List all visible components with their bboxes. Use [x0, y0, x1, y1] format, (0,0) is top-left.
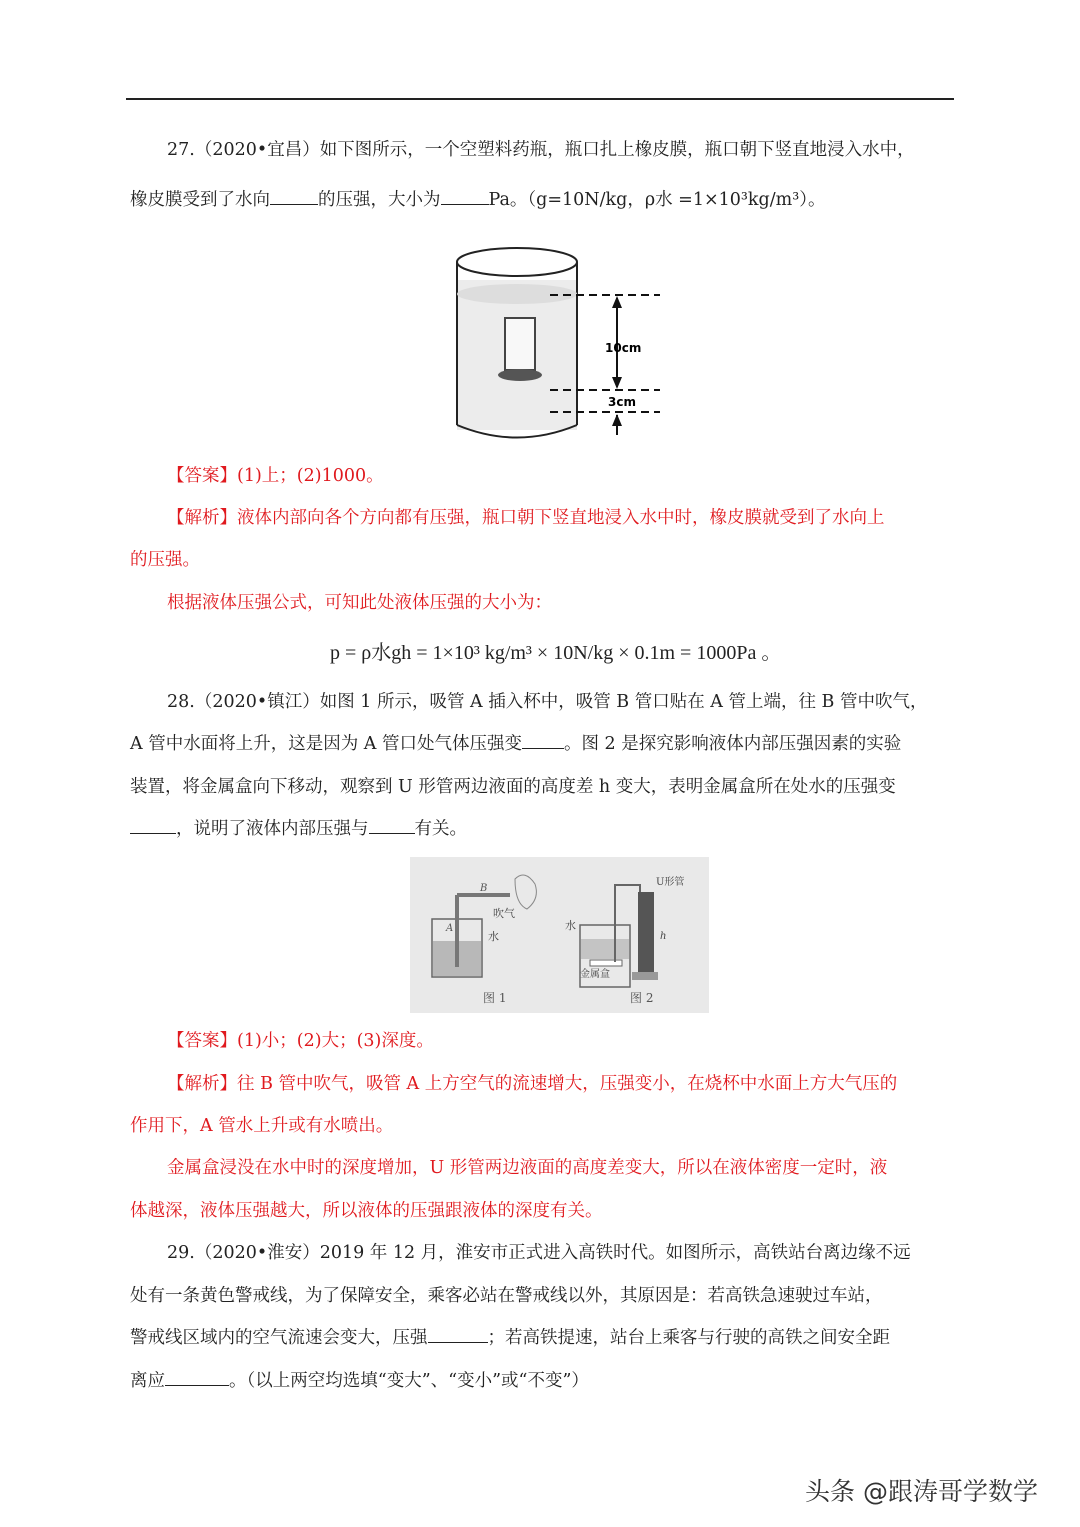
blank — [270, 190, 318, 205]
q27-analysis2: 的压强。 — [130, 550, 200, 570]
q28-analysis2: 作用下，A 管水上升或有水喷出。 — [130, 1116, 394, 1136]
label-u-tube: U形管 — [656, 877, 685, 888]
pressure-formula: p = ρ水gh = 1×10³ kg/m³ × 10N/kg × 0.1m = 1000Pa 。 — [330, 642, 782, 664]
text: A 管中水面将上升，这是因为 A 管口处气体压强变 — [130, 734, 522, 754]
q29-line1: 29.（2020•淮安）2019 年 12 月，淮安市正式进入高铁时代。如图所示，高铁站台离边缘不远 — [167, 1243, 911, 1263]
answer-tag: 【答案】 — [167, 466, 237, 486]
straw-and-u-tube-figure — [410, 857, 709, 1013]
fig1-caption: 图 1 — [483, 991, 507, 1005]
text: ；若高铁提速，站台上乘客与行驶的高铁之间安全距 — [487, 1328, 890, 1348]
label-h: h — [660, 931, 667, 942]
q27-line2 — [130, 188, 825, 212]
q28-line3: 装置，将金属盒向下移动，观察到 U 形管两边液面的高度差 h 变大，表明金属盒所在处水的压强变 — [130, 777, 896, 797]
q27-line1: 27.（2020•宜昌）如下图所示，一个空塑料药瓶，瓶口扎上橡皮膜，瓶口朝下竖直地浸入水中， — [167, 140, 915, 160]
text: 。图 2 是探究影响液体内部压强因素的实验 — [563, 734, 902, 754]
text: 警戒线区域内的空气流速会变大，压强 — [130, 1328, 428, 1348]
label-a: A — [446, 923, 454, 934]
label-metal-box: 金属盒 — [580, 969, 610, 980]
text: Pa。（g=10N/kg，ρ水 =1×10³kg/m³）。 — [488, 190, 826, 210]
label-b: B — [480, 883, 488, 894]
label-water: 水 — [488, 930, 499, 943]
label-blow: 吹气 — [493, 907, 515, 920]
depth-10cm-label: 10cm — [605, 341, 642, 355]
q27-analysis1 — [167, 506, 885, 530]
blank — [441, 190, 489, 205]
q29-line4 — [130, 1369, 589, 1393]
q27-analysis3: 根据液体压强公式，可知此处液体压强的大小为： — [167, 593, 552, 613]
header-rule — [126, 98, 954, 100]
depth-3cm-label: 3cm — [608, 395, 636, 409]
text: 离应 — [130, 1371, 165, 1391]
q29-line2: 处有一条黄色警戒线，为了保障安全，乘客必站在警戒线以外，其原因是：若高铁急速驶过车站， — [130, 1286, 883, 1306]
text: 。（以上两空均选填“变大”、“变小”或“不变”） — [229, 1371, 589, 1391]
fig2-caption: 图 2 — [630, 991, 654, 1005]
text: 有关。 — [414, 819, 467, 839]
q28-line4 — [130, 817, 467, 841]
text: 的压强，大小为 — [318, 190, 441, 210]
answer-tag: 【答案】 — [167, 1031, 237, 1051]
label-water-2: 水 — [565, 919, 576, 932]
blank — [130, 819, 176, 834]
blank — [165, 1371, 229, 1386]
analysis-text: 往 B 管中吹气，吸管 A 上方空气的流速增大，压强变小，在烧杯中水面上方大气压的 — [237, 1074, 898, 1094]
answer-text: (1)小；(2)大；(3)深度。 — [237, 1031, 434, 1051]
answer-text: (1)上；(2)1000。 — [237, 466, 384, 486]
q27-answer — [167, 464, 384, 488]
text: ，说明了液体内部压强与 — [176, 819, 369, 839]
q28-line2 — [130, 732, 901, 756]
blank — [522, 734, 564, 749]
q28-analysis3: 金属盒浸没在水中时的深度增加，U 形管两边液面的高度差变大，所以在液体密度一定时，液 — [167, 1158, 888, 1178]
blank — [369, 819, 415, 834]
q28-analysis1 — [167, 1072, 897, 1096]
text: 橡皮膜受到了水向 — [130, 190, 270, 210]
analysis-tag: 【解析】 — [167, 1074, 237, 1094]
analysis-text: 液体内部向各个方向都有压强，瓶口朝下竖直地浸入水中时，橡皮膜就受到了水向上 — [237, 508, 885, 528]
analysis-tag: 【解析】 — [167, 508, 237, 528]
watermark: 头条 @跟涛哥学数学 — [805, 1477, 1038, 1506]
blank — [428, 1328, 488, 1343]
bottle-in-water-figure — [455, 240, 665, 445]
q28-line1: 28.（2020•镇江）如图 1 所示，吸管 A 插入杯中，吸管 B 管口贴在 A 管上端，往 B 管中吹气， — [167, 692, 928, 712]
q28-analysis4: 体越深，液体压强越大，所以液体的压强跟液体的深度有关。 — [130, 1201, 603, 1221]
q29-line3 — [130, 1326, 890, 1350]
q28-answer — [167, 1029, 434, 1053]
